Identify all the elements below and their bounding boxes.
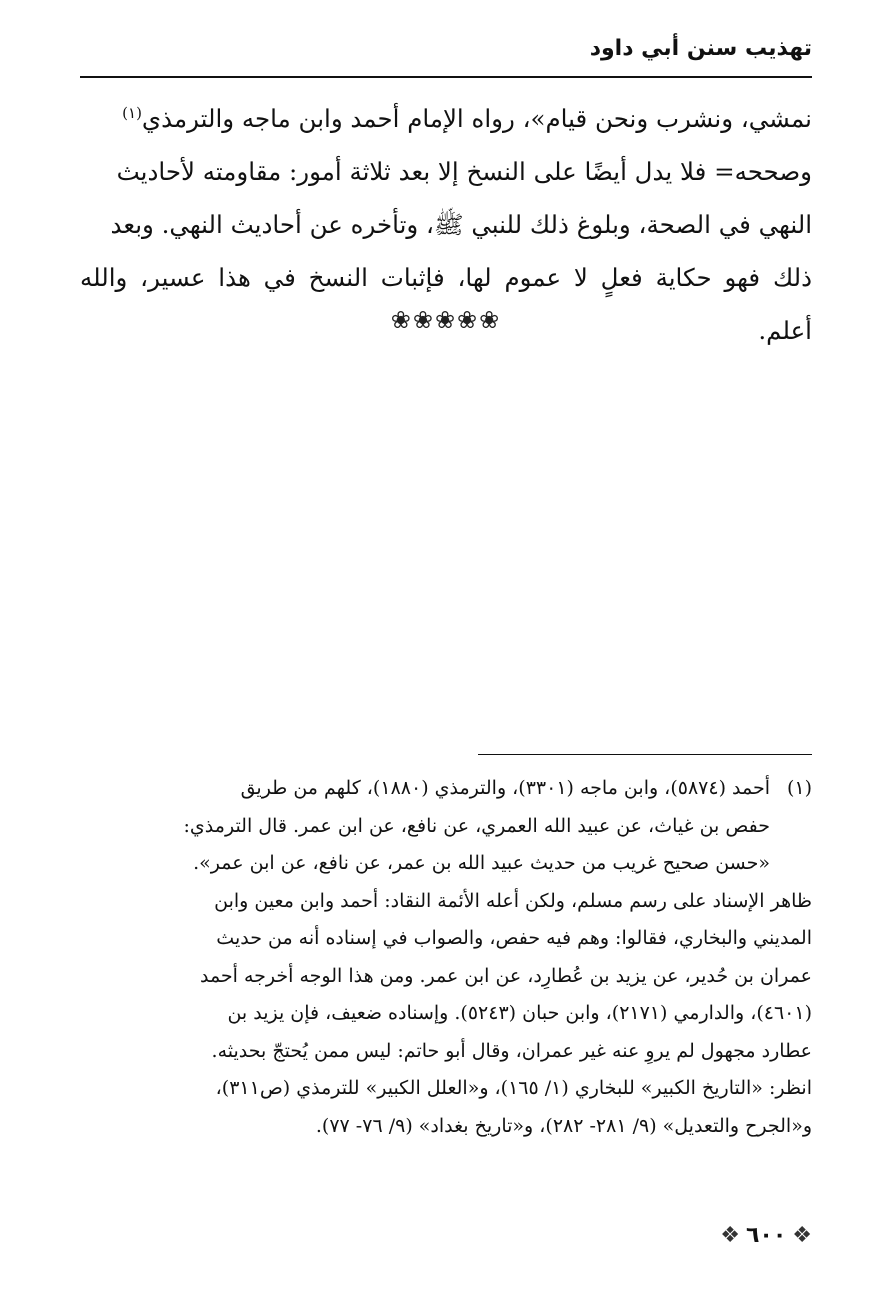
- footnote-line: انظر: «التاريخ الكبير» للبخاري (١/ ١٦٥)، و«العلل الكبير» للترمذي (ص٣١١)،: [215, 1077, 812, 1099]
- footnote-line: ظاهر الإسناد على رسم مسلم، ولكن أعله الأئمة النقاد: أحمد وابن معين وابن: [214, 889, 812, 912]
- page-footer: [80, 1222, 812, 1248]
- running-header-title: تهذيب سنن أبي داود: [589, 36, 812, 61]
- ornament-icon: ❖: [792, 1222, 812, 1248]
- section-ornament: ❀❀❀❀❀: [390, 306, 502, 334]
- footnote-line: حفص بن غياث، عن عبيد الله العمري، عن نافع، عن ابن عمر. قال الترمذي:: [183, 814, 770, 837]
- footnote-line: المديني والبخاري، فقالوا: وهم فيه حفص، والصواب في إسناده أنه من حديث: [216, 927, 812, 949]
- footnote-text: أحمد (٥٨٧٤)، وابن ماجه (٣٣٠١)، والترمذي (١٨٨٠)، كلهم من طريق: [240, 777, 770, 799]
- main-line-text: نمشي، ونشرب ونحن قيام»، رواه الإمام أحمد وابن ماجه والترمذي: [141, 104, 812, 133]
- footnote-reference[interactable]: (١): [122, 103, 142, 122]
- footnotes: [80, 770, 812, 1145]
- footnote-line: عمران بن حُدير، عن يزيد بن عُطارِد، عن ابن عمر. ومن هذا الوجه أخرجه أحمد: [199, 964, 812, 987]
- footnote-line: [80, 770, 812, 808]
- footnote-line: (٤٦٠١)، والدارمي (٢١٧١)، وابن حبان (٥٢٤٣). وإسناده ضعيف، فإن يزيد بن: [227, 1002, 812, 1024]
- footnote-line: عطارد مجهول لم يروِ عنه غير عمران، وقال أبو حاتم: ليس ممن يُحتجّ بحديثه.: [211, 1039, 812, 1062]
- footnote-divider: [478, 754, 812, 755]
- main-line: [80, 92, 812, 145]
- main-line: وصححه= فلا يدل أيضًا على النسخ إلا بعد ثلاثة أمور: مقاومته لأحاديث: [116, 157, 812, 186]
- main-line: النهي في الصحة، وبلوغ ذلك للنبي ﷺ، وتأخره عن أحاديث النهي. وبعد: [110, 210, 812, 239]
- page-number: ٦٠٠: [745, 1222, 787, 1248]
- footnote-line: «حسن صحيح غريب من حديث عبيد الله بن عمر، عن نافع، عن ابن عمر».: [193, 852, 770, 874]
- header-divider: [80, 76, 812, 78]
- footnote-line: و«الجرح والتعديل» (٩/ ٢٨١- ٢٨٢)، و«تاريخ بغداد» (٩/ ٧٦- ٧٧).: [315, 1114, 812, 1137]
- footnote-number: (١): [786, 777, 812, 799]
- main-line: ذلك فهو حكاية فعلٍ لا عموم لها، فإثبات النسخ في هذا عسير، والله أعلم.: [80, 263, 812, 345]
- ornament-icon: ❖: [720, 1222, 740, 1248]
